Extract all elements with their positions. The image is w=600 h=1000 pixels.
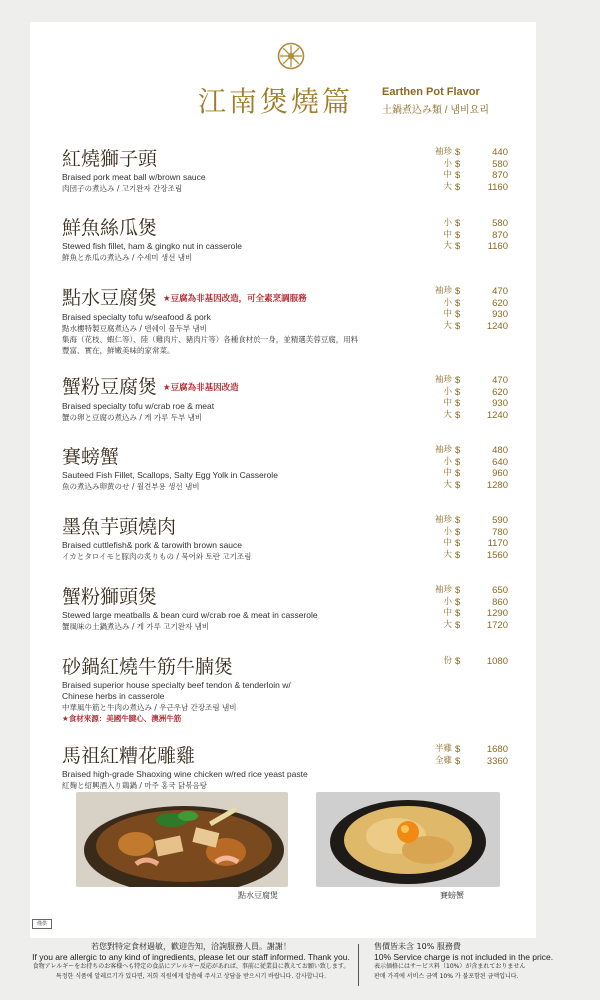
section-title: 江南煲燒篇 xyxy=(198,85,354,118)
dish-name: 點水豆腐煲 xyxy=(62,287,158,309)
dish-note: ★豆腐為非基因改造 xyxy=(163,383,239,393)
section-subtitle: 土鍋煮込み類 / 냄비요리 xyxy=(382,105,489,116)
dish-name: 砂鍋紅燒牛筋牛腩煲 xyxy=(62,656,234,678)
dish-english: Stewed large meatballs & bean curd w/crab roe & meat in casserole xyxy=(62,610,318,620)
dish-japanese-korean: 鮮魚と糸瓜の煮込み / 수세미 생선 냄비 xyxy=(62,253,193,262)
price-list: 袖珍 $ 470 小 $ 620 中 $ 930 大 $ 1240 xyxy=(434,375,508,421)
dish-item xyxy=(62,216,508,263)
dish-english: Braised specialty tofu w/crab roe & meat xyxy=(62,401,215,411)
sample-tag: 僅供 xyxy=(32,919,52,929)
dish-description: 集海（花枝、蝦仁等）、陸（雞肉片、豬肉片等）各種食材於一身，並精選芙蓉豆腐，用料豐富、實在，鮮嫩美味的家常菜。 xyxy=(62,335,359,355)
emblem-logo xyxy=(277,42,305,70)
dish-japanese-korean: 魚の煮込み卵黄のせ / 월견부용 생선 냄비 xyxy=(62,482,200,491)
dish-english: Sauteed Fish Fillet, Scallops, Salty Egg Yolk in Casserole xyxy=(62,470,278,480)
dish-japanese-korean: 點水樓特製豆腐煮込み / 덴쉐이 물두부 냄비 xyxy=(62,324,208,333)
dish-name: 墨魚芋頭燒肉 xyxy=(62,516,177,538)
price-list: 份 $ 1080 xyxy=(443,656,508,667)
section-title-english: Earthen Pot Flavor xyxy=(382,86,480,98)
dish-item xyxy=(62,585,508,632)
dish-item xyxy=(62,375,508,423)
price-list: 半雞 $ 1680 全雞 $ 3360 xyxy=(434,744,508,767)
dish-japanese-korean: 中華風牛筋と牛肉の煮込み / 우근우남 간장조림 냄비 xyxy=(62,703,237,712)
photo-crab-egg xyxy=(316,792,500,887)
price-list: 袖珍 $ 590 小 $ 780 中 $ 1170 大 $ 1560 xyxy=(434,515,508,561)
dish-english: Braised cuttlefish& pork & tarowith brown sauce xyxy=(62,540,243,550)
photo-caption: 點水豆腐煲 xyxy=(238,891,278,900)
dish-item xyxy=(62,286,508,356)
dish-japanese-korean: 肉団子の煮込み / 고기완자 간장조림 xyxy=(62,184,183,193)
dish-item xyxy=(62,655,508,724)
dish-item xyxy=(62,515,508,562)
dish-item xyxy=(62,744,508,791)
dish-item xyxy=(62,147,508,194)
dish-name: 馬祖紅糟花雕雞 xyxy=(62,745,196,767)
price-list: 袖珍 $ 470 小 $ 620 中 $ 930 大 $ 1240 xyxy=(434,286,508,332)
dish-item xyxy=(62,445,508,492)
dish-english: Stewed fish fillet, ham & gingko nut in casserole xyxy=(62,241,243,251)
dish-name: 鮮魚絲瓜煲 xyxy=(62,217,158,239)
dish-japanese-korean: 蟹の卵と豆腐の煮込み / 게 가루 두부 냄비 xyxy=(62,413,203,422)
footer-divider xyxy=(358,944,359,986)
dish-japanese-korean: 蟹風味の土鍋煮込み / 게 가루 고기완자 냄비 xyxy=(62,622,210,631)
dish-english: Braised high-grade Shaoxing wine chicken w/red rice yeast paste xyxy=(62,769,308,779)
dish-english: Braised superior house specialty beef tendon & tenderloin w/ Chinese herbs in casserole xyxy=(62,680,291,701)
dish-name: 紅燒獅子頭 xyxy=(62,148,158,170)
ingredient-source: ★食材來源：美國牛腱心、澳洲牛筋 xyxy=(62,714,182,723)
dish-japanese-korean: 紅麹と紹興酒入り鶏鍋 / 마주 홍국 닭볶음탕 xyxy=(62,781,208,790)
price-list: 袖珍 $ 440 小 $ 580 中 $ 870 大 $ 1160 xyxy=(434,147,508,193)
photo-caption: 賽螃蟹 xyxy=(440,891,464,900)
dish-japanese-korean: イカとタロイモと豚肉の炙りもの / 묵어와 토란 고기조림 xyxy=(62,552,252,561)
service-charge-notice: 售價皆未含 10% 服務費 10% Service charge is not included in the price. 表示価格にはサービス料（10%）が含まれておりません 판매 가격에 서비스 금액 10% 가 불포함된 금액입니다. xyxy=(374,942,554,980)
dish-note: ★豆腐為非基因改造，可全素烹調服務 xyxy=(163,294,307,304)
dish-english: Braised specialty tofu w/seafood & pork xyxy=(62,312,211,322)
dish-english: Braised pork meat ball w/brown sauce xyxy=(62,172,206,182)
dish-name: 蟹粉豆腐煲 xyxy=(62,376,158,398)
price-list: 袖珍 $ 480 小 $ 640 中 $ 960 大 $ 1280 xyxy=(434,445,508,491)
dish-name: 蟹粉獅頭煲 xyxy=(62,586,158,608)
price-list: 袖珍 $ 650 小 $ 860 中 $ 1290 大 $ 1720 xyxy=(434,585,508,631)
price-list: 小 $ 580 中 $ 870 大 $ 1160 xyxy=(443,218,508,252)
allergy-notice: 若您對特定食材過敏，歡迎告知，洽詢服務人員。謝謝！ If you are allergic to any kind of ingredients, please let our staff informed. Thank you. 食物アレルギーをお持ちのお客様へも特定の食品にアレルギー反応があれば、事前に従業員に教えてお願い致します。 특정한 식품에 알레르기가 있다면, 저희 직원에게 알씀해 주시고 상담을 받으시기 바랍니다. 감사합니다. xyxy=(32,942,350,980)
photo-tofu-casserole xyxy=(76,792,288,887)
dish-name: 賽螃蟹 xyxy=(62,446,120,468)
